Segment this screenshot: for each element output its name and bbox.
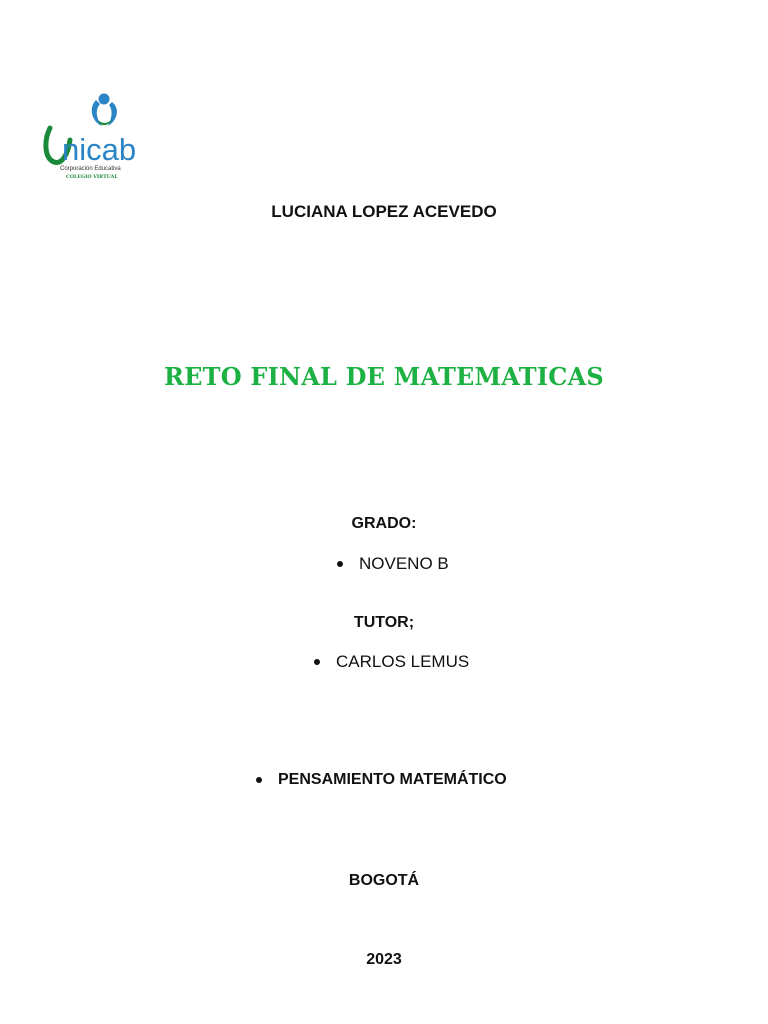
logo-subtitle: Corporación Educativa (60, 166, 121, 172)
year: 2023 (366, 951, 402, 968)
unicab-logo-graphic (42, 92, 146, 184)
tutor-value: CARLOS LEMUS (336, 652, 470, 671)
bullet-icon (337, 561, 343, 567)
bullet-icon (256, 777, 262, 783)
grado-value: NOVENO B (359, 554, 449, 573)
unicab-logo (42, 92, 146, 184)
subject-list-item (256, 771, 507, 789)
tutor-list-item (314, 652, 469, 672)
logo-wordmark: nicab (62, 132, 137, 167)
logo-tagline: COLEGIO VIRTUAL (66, 174, 118, 180)
author-name: LUCIANA LOPEZ ACEVEDO (271, 202, 497, 221)
grado-list-item (337, 554, 449, 574)
grado-label: GRADO: (351, 515, 417, 532)
logo-head-shape (99, 94, 110, 105)
tutor-label: TUTOR; (353, 614, 415, 631)
document-title: RETO FINAL DE MATEMATICAS (164, 362, 604, 391)
bullet-icon (314, 659, 320, 665)
subject-name: PENSAMIENTO MATEMÁTICO (278, 771, 507, 788)
city: BOGOTÁ (348, 872, 420, 889)
